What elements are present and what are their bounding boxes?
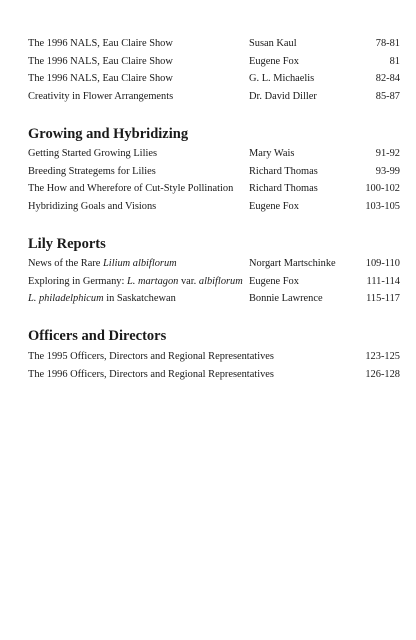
toc-entry [28, 165, 400, 179]
entry-title: The How and Wherefore of Cut-Style Pollination [28, 183, 234, 194]
entry-title: Breeding Strategems for Lilies [28, 166, 156, 177]
entry-title: Getting Started Growing Lilies [28, 148, 157, 159]
toc-entry [28, 292, 400, 306]
entry-title [28, 257, 177, 271]
entry-title: The 1996 NALS, Eau Claire Show [28, 38, 173, 49]
entry-author: Norgart Martschinke [249, 258, 336, 269]
toc-entry [28, 90, 400, 104]
section-heading: Officers and Directors [28, 328, 167, 344]
entry-pages: 111-114 [366, 276, 400, 287]
title-text: in Saskatchewan [103, 293, 176, 304]
entry-title: Creativity in Flower Arrangements [28, 91, 174, 102]
entry-pages: 103-105 [365, 201, 400, 212]
entry-pages: 100-102 [365, 183, 400, 194]
entry-author: Susan Kaul [249, 38, 297, 49]
entry-author: Mary Wais [249, 148, 295, 159]
title-species-italic: L. philadelphicum [28, 293, 104, 304]
toc-entry [28, 37, 400, 51]
toc-entry [28, 147, 400, 161]
toc-entry [28, 200, 400, 214]
entry-author: Eugene Fox [249, 276, 299, 287]
entry-pages: 109-110 [365, 258, 400, 269]
entry-title: The 1996 Officers, Directors and Regional Representatives [28, 369, 274, 380]
entry-title [28, 292, 176, 306]
entry-author: Dr. David Diller [249, 91, 317, 102]
entry-author: Bonnie Lawrence [249, 293, 323, 304]
entry-pages: 115-117 [366, 293, 400, 304]
entry-pages: 82-84 [375, 73, 400, 84]
entry-author: G. L. Michaelis [249, 73, 315, 84]
title-text: var. [178, 276, 199, 287]
section-heading: Lily Reports [28, 236, 106, 252]
toc-entry [28, 368, 400, 382]
toc-entry [28, 275, 400, 289]
entry-pages: 123-125 [365, 351, 400, 362]
entry-title: The 1996 NALS, Eau Claire Show [28, 73, 173, 84]
entry-author: Richard Thomas [249, 166, 318, 177]
toc-entry [28, 182, 400, 196]
title-species-italic: L. martagon [126, 276, 179, 287]
entry-author: Eugene Fox [249, 201, 299, 212]
toc-entry [28, 55, 400, 69]
entry-pages: 81 [389, 56, 400, 67]
section-heading: Growing and Hybridizing [28, 126, 189, 142]
toc-entry [28, 350, 400, 364]
title-variety-italic: albiflorum [198, 276, 243, 287]
toc-entry [28, 257, 400, 271]
entry-pages: 85-87 [375, 91, 400, 102]
toc-entry [28, 72, 400, 86]
entry-pages: 126-128 [365, 369, 400, 380]
entry-pages: 91-92 [375, 148, 400, 159]
title-text: Exploring in Germany: [28, 276, 127, 287]
entry-title: Hybridizing Goals and Visions [28, 201, 157, 212]
entry-pages: 93-99 [375, 166, 400, 177]
entry-author: Eugene Fox [249, 56, 299, 67]
title-text: News of the Rare [28, 258, 104, 269]
entry-title: The 1995 Officers, Directors and Regional Representatives [28, 351, 274, 362]
title-species-italic: Lilium albiflorum [103, 258, 177, 269]
entry-title: The 1996 NALS, Eau Claire Show [28, 56, 173, 67]
entry-author: Richard Thomas [249, 183, 318, 194]
entry-pages: 78-81 [375, 38, 400, 49]
entry-title [28, 275, 243, 289]
